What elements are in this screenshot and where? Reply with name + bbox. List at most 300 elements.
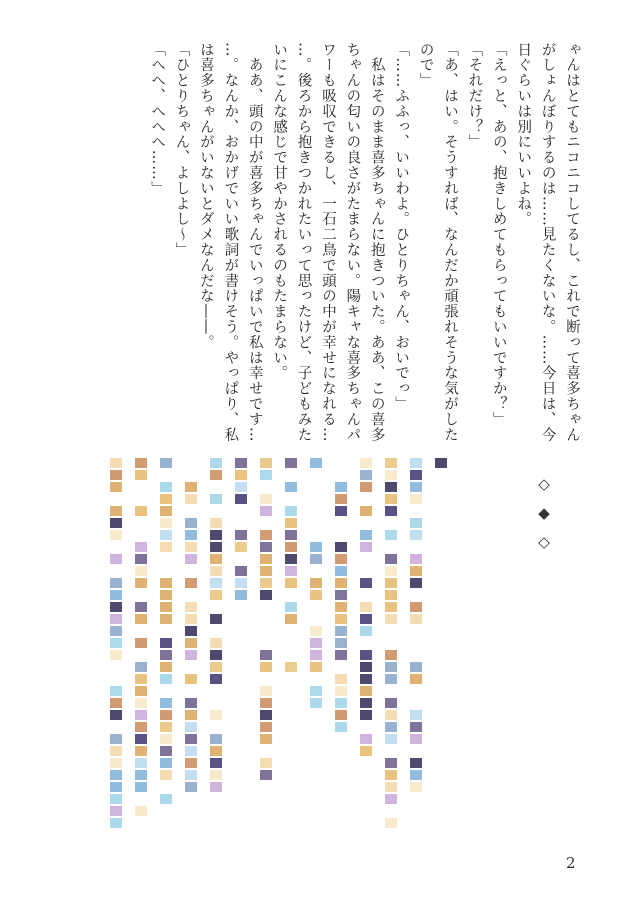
mosaic-cell [235,494,247,504]
text-line: ので」 [417,42,434,89]
mosaic-cell [210,530,222,540]
mosaic-cell [410,458,422,468]
mosaic-cell [435,470,447,480]
mosaic-cell [110,686,122,696]
mosaic-cell [285,470,297,480]
pixelated-redacted-text [110,458,470,838]
mosaic-cell [260,530,272,540]
mosaic-cell [360,674,372,684]
mosaic-column [310,458,322,710]
mosaic-cell [210,506,222,516]
mosaic-cell [260,614,272,624]
mosaic-cell [285,518,297,528]
mosaic-cell [160,530,172,540]
mosaic-cell [385,542,397,552]
mosaic-cell [135,674,147,684]
mosaic-cell [235,578,247,588]
mosaic-cell [210,638,222,648]
mosaic-cell [310,590,322,600]
mosaic-cell [385,506,397,516]
mosaic-cell [410,686,422,696]
mosaic-cell [160,566,172,576]
mosaic-cell [360,650,372,660]
text-line: 私はそのまま喜多ちゃんに抱きついた。ああ、この喜多 [368,42,385,443]
mosaic-cell [135,746,147,756]
mosaic-cell [310,686,322,696]
mosaic-cell [185,722,197,732]
mosaic-cell [185,554,197,564]
mosaic-cell [110,662,122,672]
mosaic-cell [360,602,372,612]
text-line: 「えっと、あの、抱きしめてもらってもいいですか？」 [490,42,507,427]
mosaic-cell [285,506,297,516]
mosaic-cell [335,518,347,528]
mosaic-column [185,458,197,818]
mosaic-cell [210,770,222,780]
mosaic-cell [260,554,272,564]
mosaic-cell [335,482,347,492]
mosaic-cell [210,674,222,684]
mosaic-cell [160,794,172,804]
text-line: ちゃんの匂いの良さがたまらない。陽キャな喜多ちゃんパ [344,42,361,443]
mosaic-cell [210,746,222,756]
mosaic-cell [110,770,122,780]
mosaic-cell [385,710,397,720]
mosaic-cell [335,710,347,720]
text-line: ああ、頭の中が喜多ちゃんでいっぱいで私は幸せです… [246,42,263,443]
mosaic-cell [360,638,372,648]
mosaic-cell [185,734,197,744]
mosaic-cell [310,602,322,612]
mosaic-cell [235,482,247,492]
mosaic-cell [410,482,422,492]
mosaic-cell [160,650,172,660]
mosaic-cell [385,518,397,528]
mosaic-cell [385,650,397,660]
mosaic-cell [310,614,322,624]
text-line: 「……ふふっ、いいわよ。ひとりちゃん、おいでっ」 [393,42,410,412]
mosaic-cell [110,482,122,492]
mosaic-cell [160,662,172,672]
mosaic-cell [185,638,197,648]
mosaic-cell [335,638,347,648]
mosaic-cell [160,674,172,684]
text-line: 「ひとりちゃん、よしよし～」 [173,42,190,258]
mosaic-cell [260,662,272,672]
mosaic-cell [260,698,272,708]
mosaic-cell [360,494,372,504]
mosaic-cell [410,506,422,516]
mosaic-cell [260,518,272,528]
mosaic-cell [210,590,222,600]
mosaic-cell [110,590,122,600]
mosaic-cell [185,626,197,636]
mosaic-cell [410,782,422,792]
mosaic-cell [185,650,197,660]
mosaic-cell [385,626,397,636]
mosaic-cell [160,542,172,552]
mosaic-cell [210,782,222,792]
mosaic-cell [310,494,322,504]
mosaic-cell [335,566,347,576]
mosaic-cell [285,542,297,552]
mosaic-cell [360,710,372,720]
mosaic-cell [135,506,147,516]
mosaic-cell [135,614,147,624]
mosaic-cell [160,614,172,624]
mosaic-cell [160,506,172,516]
mosaic-cell [110,746,122,756]
text-line: 「あ、はい。そうすれば、なんだか頑張れそうな気がした [441,42,458,443]
mosaic-cell [260,710,272,720]
mosaic-column [335,458,347,734]
mosaic-cell [260,734,272,744]
mosaic-cell [235,518,247,528]
mosaic-cell [160,698,172,708]
mosaic-cell [385,770,397,780]
mosaic-cell [110,602,122,612]
mosaic-cell [210,542,222,552]
mosaic-cell [310,542,322,552]
mosaic-cell [135,782,147,792]
mosaic-cell [285,554,297,564]
mosaic-cell [110,470,122,480]
mosaic-cell [260,590,272,600]
mosaic-cell [135,806,147,816]
mosaic-cell [110,722,122,732]
mosaic-cell [110,530,122,540]
mosaic-cell [360,554,372,564]
mosaic-cell [185,806,197,816]
mosaic-cell [210,698,222,708]
mosaic-column [385,458,397,830]
mosaic-cell [385,746,397,756]
mosaic-cell [235,554,247,564]
mosaic-cell [285,482,297,492]
mosaic-cell [335,590,347,600]
text-line: 「それだけ？」 [466,42,483,150]
mosaic-cell [110,566,122,576]
mosaic-cell [310,470,322,480]
mosaic-cell [110,518,122,528]
mosaic-cell [185,686,197,696]
mosaic-cell [410,494,422,504]
mosaic-cell [185,590,197,600]
mosaic-cell [185,542,197,552]
mosaic-cell [385,638,397,648]
mosaic-cell [410,554,422,564]
mosaic-column [435,458,447,482]
mosaic-cell [135,590,147,600]
mosaic-cell [385,458,397,468]
mosaic-cell [410,518,422,528]
mosaic-cell [210,758,222,768]
mosaic-cell [185,566,197,576]
mosaic-cell [360,482,372,492]
mosaic-cell [360,746,372,756]
mosaic-cell [210,710,222,720]
body-text [145,42,584,442]
mosaic-cell [160,710,172,720]
mosaic-cell [260,482,272,492]
divider-diamond-filled: ◆ [538,504,550,522]
mosaic-cell [360,566,372,576]
text-line: ゃんはとてもニコニコしてるし、これで断って喜多ちゃん [564,42,580,443]
mosaic-cell [135,566,147,576]
mosaic-cell [410,614,422,624]
mosaic-cell [110,794,122,804]
mosaic-cell [160,494,172,504]
mosaic-cell [385,566,397,576]
mosaic-cell [110,818,122,828]
mosaic-cell [360,578,372,588]
mosaic-cell [285,638,297,648]
mosaic-cell [335,530,347,540]
mosaic-cell [160,626,172,636]
mosaic-cell [185,782,197,792]
mosaic-cell [410,674,422,684]
mosaic-cell [285,590,297,600]
mosaic-cell [335,662,347,672]
mosaic-cell [335,626,347,636]
mosaic-cell [110,806,122,816]
mosaic-cell [160,578,172,588]
mosaic-cell [185,518,197,528]
mosaic-cell [160,782,172,792]
mosaic-cell [335,578,347,588]
mosaic-cell [410,566,422,576]
mosaic-cell [235,458,247,468]
mosaic-cell [160,470,172,480]
mosaic-cell [210,518,222,528]
mosaic-cell [185,614,197,624]
mosaic-cell [110,698,122,708]
mosaic-cell [135,686,147,696]
mosaic-cell [210,578,222,588]
mosaic-cell [160,734,172,744]
mosaic-cell [135,734,147,744]
mosaic-cell [285,578,297,588]
mosaic-cell [185,458,197,468]
mosaic-cell [385,602,397,612]
mosaic-cell [285,530,297,540]
mosaic-cell [210,458,222,468]
mosaic-cell [135,602,147,612]
mosaic-column [285,458,297,674]
mosaic-cell [160,770,172,780]
mosaic-cell [135,662,147,672]
mosaic-cell [135,542,147,552]
mosaic-cell [260,674,272,684]
text-line: 日ぐらいは別にいいよね。 [515,42,532,227]
mosaic-cell [260,506,272,516]
mosaic-cell [185,746,197,756]
mosaic-cell [160,806,172,816]
mosaic-cell [185,602,197,612]
mosaic-cell [310,506,322,516]
mosaic-cell [410,698,422,708]
mosaic-cell [135,650,147,660]
mosaic-cell [135,698,147,708]
mosaic-cell [235,470,247,480]
mosaic-cell [310,518,322,528]
mosaic-cell [310,650,322,660]
mosaic-cell [260,494,272,504]
mosaic-cell [210,722,222,732]
mosaic-cell [285,614,297,624]
mosaic-cell [335,506,347,516]
mosaic-cell [410,602,422,612]
mosaic-cell [385,782,397,792]
mosaic-cell [385,674,397,684]
mosaic-cell [335,674,347,684]
mosaic-cell [185,710,197,720]
mosaic-cell [210,794,222,804]
mosaic-cell [260,758,272,768]
mosaic-cell [335,614,347,624]
mosaic-cell [410,638,422,648]
mosaic-cell [335,494,347,504]
mosaic-cell [310,530,322,540]
mosaic-cell [385,530,397,540]
mosaic-cell [260,746,272,756]
mosaic-cell [410,734,422,744]
mosaic-cell [410,770,422,780]
mosaic-cell [410,578,422,588]
mosaic-cell [260,470,272,480]
mosaic-cell [110,758,122,768]
mosaic-cell [310,674,322,684]
text-line: は喜多ちゃんがいないとダメなんだな――。 [197,42,214,350]
mosaic-cell [235,566,247,576]
section-divider [534,470,554,557]
mosaic-cell [385,818,397,828]
mosaic-cell [210,470,222,480]
divider-diamond-open-top: ◇ [538,475,550,493]
mosaic-cell [160,746,172,756]
mosaic-cell [410,722,422,732]
mosaic-cell [210,554,222,564]
mosaic-cell [110,458,122,468]
mosaic-cell [385,470,397,480]
mosaic-cell [335,602,347,612]
mosaic-cell [185,770,197,780]
mosaic-cell [285,458,297,468]
mosaic-cell [285,662,297,672]
text-line: いにこんな感じで甘やかされるのもたまらない。 [271,42,288,381]
mosaic-cell [435,458,447,468]
mosaic-cell [110,782,122,792]
text-line: …。なんか、おかげでいい歌詞が書けそう。やっぱり、私 [222,42,239,443]
mosaic-column [410,458,422,794]
mosaic-cell [210,482,222,492]
mosaic-cell [185,674,197,684]
mosaic-cell [135,482,147,492]
mosaic-cell [135,770,147,780]
mosaic-cell [260,722,272,732]
mosaic-cell [410,650,422,660]
mosaic-cell [235,506,247,516]
mosaic-cell [210,566,222,576]
mosaic-cell [135,554,147,564]
mosaic-cell [135,758,147,768]
mosaic-cell [110,674,122,684]
mosaic-cell [360,518,372,528]
mosaic-cell [260,578,272,588]
mosaic-cell [410,746,422,756]
mosaic-cell [310,698,322,708]
mosaic-cell [410,626,422,636]
mosaic-cell [410,662,422,672]
mosaic-cell [210,686,222,696]
mosaic-cell [385,698,397,708]
mosaic-cell [160,482,172,492]
mosaic-cell [410,542,422,552]
mosaic-cell [310,626,322,636]
mosaic-cell [185,494,197,504]
mosaic-cell [285,650,297,660]
mosaic-cell [110,578,122,588]
mosaic-cell [385,614,397,624]
mosaic-column [360,458,372,758]
mosaic-cell [260,566,272,576]
mosaic-cell [160,758,172,768]
mosaic-cell [110,506,122,516]
mosaic-cell [160,722,172,732]
mosaic-cell [360,542,372,552]
mosaic-cell [160,638,172,648]
mosaic-cell [335,554,347,564]
mosaic-cell [135,626,147,636]
mosaic-cell [360,506,372,516]
mosaic-cell [385,794,397,804]
mosaic-cell [385,734,397,744]
mosaic-cell [110,614,122,624]
mosaic-cell [285,602,297,612]
mosaic-cell [210,734,222,744]
mosaic-cell [360,734,372,744]
mosaic-cell [335,458,347,468]
mosaic-cell [335,698,347,708]
mosaic-cell [160,590,172,600]
mosaic-cell [360,662,372,672]
mosaic-cell [210,602,222,612]
mosaic-column [135,458,147,818]
mosaic-cell [185,794,197,804]
mosaic-cell [410,758,422,768]
mosaic-cell [135,470,147,480]
mosaic-column [110,458,122,830]
mosaic-cell [110,626,122,636]
mosaic-cell [360,722,372,732]
mosaic-cell [385,758,397,768]
mosaic-cell [310,578,322,588]
mosaic-cell [385,494,397,504]
mosaic-cell [385,806,397,816]
mosaic-cell [135,578,147,588]
mosaic-cell [210,494,222,504]
mosaic-cell [160,458,172,468]
mosaic-cell [360,686,372,696]
mosaic-column [210,458,222,830]
mosaic-cell [285,626,297,636]
mosaic-cell [310,566,322,576]
mosaic-column [260,458,272,782]
mosaic-cell [235,530,247,540]
mosaic-cell [110,734,122,744]
mosaic-cell [160,818,172,828]
mosaic-cell [410,710,422,720]
